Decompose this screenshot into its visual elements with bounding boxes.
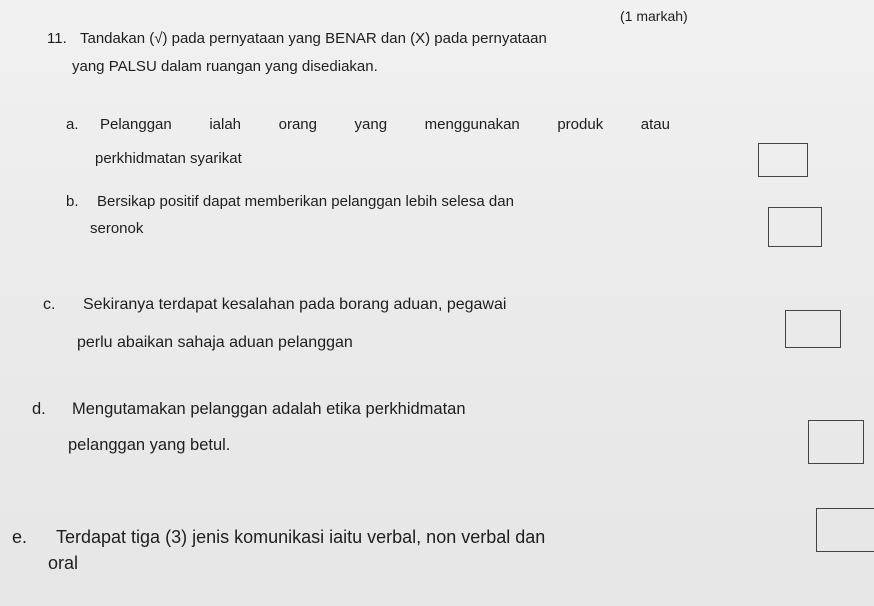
question-number: 11. — [47, 30, 67, 47]
item-e-line2: oral — [48, 553, 79, 573]
item-e-answer-box[interactable] — [816, 508, 874, 552]
item-c-line2: perlu abaikan sahaja aduan pelanggan — [77, 334, 353, 351]
item-a-line1: Pelanggan ialah orang yang menggunakan produk atau — [100, 116, 670, 133]
item-c-line1: Sekiranya terdapat kesalahan pada borang aduan, pegawai — [83, 296, 507, 313]
item-a-line2: perkhidmatan syarikat — [95, 150, 242, 167]
item-c-letter: c. — [43, 296, 56, 313]
item-e-line1: Terdapat tiga (3) jenis komunikasi iaitu verbal, non verbal dan — [56, 527, 546, 547]
item-d-line2: pelanggan yang betul. — [68, 436, 231, 454]
item-d-answer-box[interactable] — [808, 420, 864, 464]
item-a-letter: a. — [66, 116, 79, 133]
item-b-letter: b. — [66, 193, 79, 210]
item-d-line1: Mengutamakan pelanggan adalah etika perkhidmatan — [72, 400, 466, 418]
item-b-line2: seronok — [90, 220, 144, 237]
question-instruction-line2: yang PALSU dalam ruangan yang disediakan. — [72, 58, 378, 75]
item-d-letter: d. — [32, 400, 46, 418]
item-e-letter: e. — [12, 527, 28, 547]
marks-label: (1 markah) — [620, 8, 688, 24]
item-c-answer-box[interactable] — [785, 310, 841, 348]
item-b-line1: Bersikap positif dapat memberikan pelanggan lebih selesa dan — [97, 193, 514, 210]
item-a-answer-box[interactable] — [758, 143, 808, 177]
item-b-answer-box[interactable] — [768, 207, 822, 247]
question-instruction-line1: Tandakan (√) pada pernyataan yang BENAR dan (X) pada pernyataan — [80, 30, 547, 47]
